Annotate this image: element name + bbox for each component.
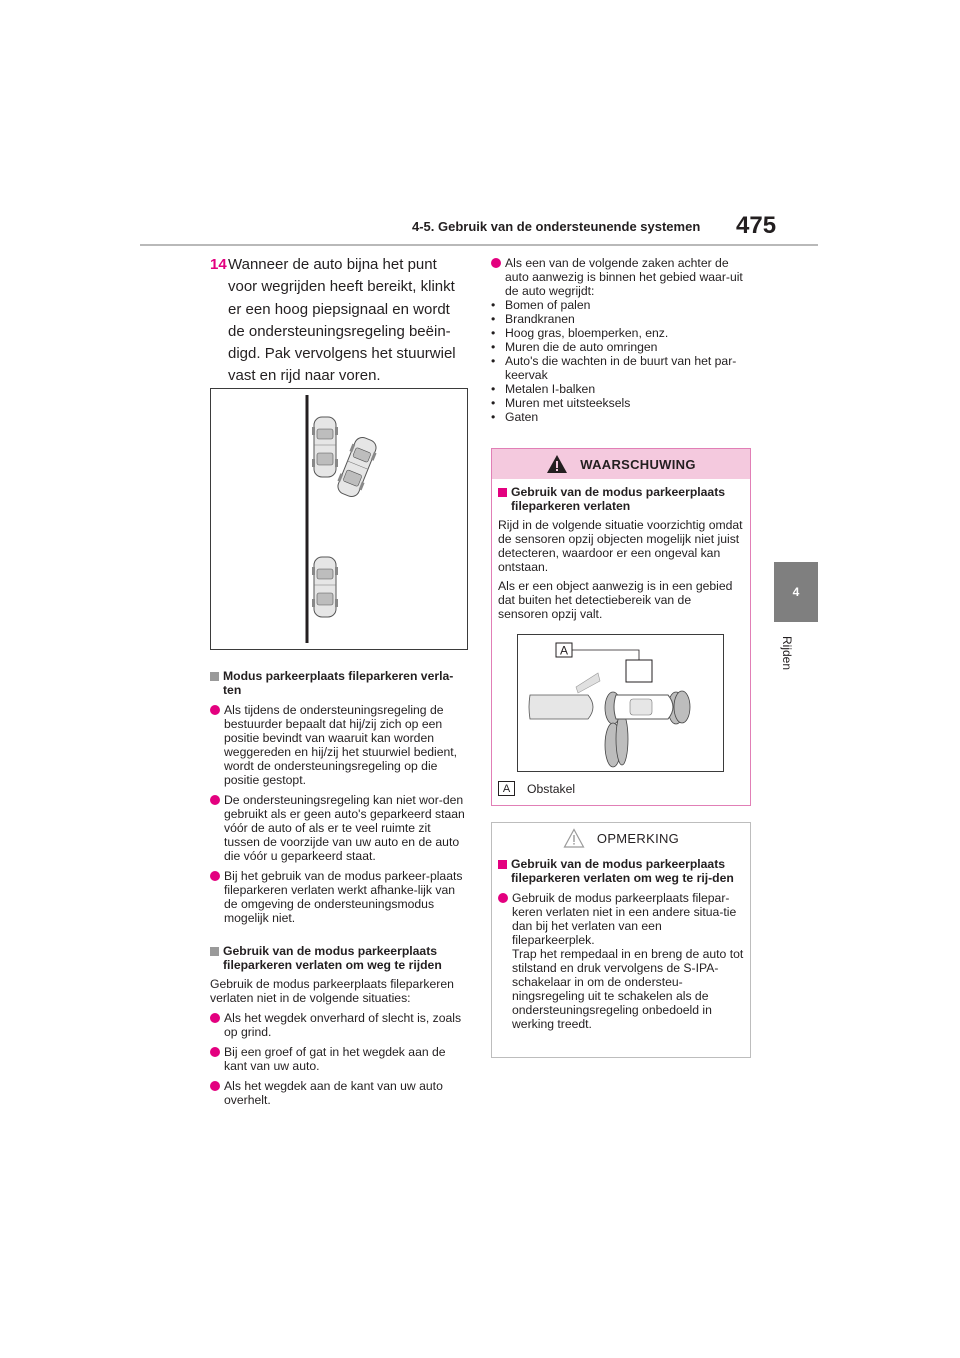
note-header xyxy=(492,823,750,853)
list-item: De ondersteuningsregeling kan niet wor-den gebruikt als er geen auto's geparkeerd staan vóór de auto of als er te veel ruimte zit tussen de voorzijde van uw auto en de auto die vóór u geparkeerd staat. xyxy=(210,793,468,863)
chapter-number: 4 xyxy=(792,585,800,599)
step-14 xyxy=(210,254,468,388)
section-heading: Gebruik van de modus parkeerplaats fileparkeren verlaten om weg te rijden xyxy=(223,944,442,972)
list-item: Bij een groef of gat in het wegdek aan de kant van uw auto. xyxy=(210,1045,468,1073)
list-item: • Metalen I-balken xyxy=(491,382,596,396)
list-item: Als een van de volgende zaken achter de auto aanwezig is binnen het gebied waar-uit de auto wegrijdt: xyxy=(491,256,751,298)
bullet-icon xyxy=(210,705,220,715)
legend-text: Obstakel xyxy=(527,781,576,796)
sensor-range-left-2 xyxy=(616,713,628,765)
chapter-label: Rijden xyxy=(780,636,794,671)
heading-marker-icon xyxy=(498,860,507,869)
heading-marker-icon xyxy=(210,947,219,956)
section-title: 4-5. Gebruik van de ondersteunende systemen xyxy=(412,219,701,234)
warning-paragraph: Als er een object aanwezig is in een gebied dat buiten het detectiebereik van de sensoren opzij valt. xyxy=(498,579,733,621)
obstacle-list xyxy=(491,298,751,424)
obstacle-conditions xyxy=(491,256,751,424)
sensor-diagram xyxy=(518,635,723,771)
caution-triangle-icon xyxy=(563,828,585,848)
note-box xyxy=(491,822,751,1058)
bullet-icon xyxy=(498,893,508,903)
note-heading: Gebruik van de modus parkeerplaats fileparkeren verlaten om weg te rij-den xyxy=(511,857,734,885)
list-item: • Auto's die wachten in de buurt van het par-keervak xyxy=(491,354,737,382)
bullet-icon xyxy=(210,1081,220,1091)
legend-row xyxy=(498,781,575,796)
list-item: • Hoog gras, bloemperken, enz. xyxy=(491,326,669,340)
warning-paragraph: Rijd in de volgende situatie voorzichtig omdat de sensoren opzij objecten mogelijk niet juist detecteren, waardoor er een ongeval kan ontstaan. xyxy=(498,518,743,574)
list-item: Als tijdens de ondersteuningsregeling de bestuurder bepaalt dat hij/zij zich op een positie bevindt van waaruit kan worden weggereden en hij/zij het stuurwiel bedient, wordt de ondersteuningsregeling op die positie gestopt. xyxy=(210,703,468,787)
bullet-icon xyxy=(210,795,220,805)
section-modus-verlaten xyxy=(210,669,468,925)
sensor-range-right xyxy=(674,691,690,723)
heading-marker-icon xyxy=(210,672,219,681)
section-intro: Gebruik de modus parkeerplaats fileparkeren verlaten niet in de volgende situaties: xyxy=(210,977,454,1005)
page-number: 475 xyxy=(736,212,777,239)
front-parked-car xyxy=(312,417,338,477)
own-car xyxy=(334,434,381,499)
list-item: • Brandkranen xyxy=(491,312,575,326)
list-item: • Gaten xyxy=(491,410,539,424)
step-text: Wanneer de auto bijna het punt voor wegrijden heeft bereikt, klinkt er een hoog piepsignaal en wordt de ondersteuningsregeling beëin-digd. Pak vervolgens het stuurwiel vast en rijd naar voren. xyxy=(228,256,456,385)
parked-car-rear xyxy=(529,695,593,719)
list-item: • Bomen of palen xyxy=(491,298,591,312)
bullet-icon xyxy=(210,1013,220,1023)
bullet-icon xyxy=(491,258,501,268)
bullet-icon xyxy=(210,871,220,881)
warning-title: WAARSCHUWING xyxy=(580,456,696,472)
header-divider xyxy=(140,244,818,246)
list-item: • Muren met uitsteeksels xyxy=(491,396,631,410)
list-item: • Muren die de auto omringen xyxy=(491,340,658,354)
warning-header xyxy=(492,449,750,479)
label-a-text: A xyxy=(559,643,569,658)
parking-exit-illustration xyxy=(210,388,468,650)
list-item: Als het wegdek aan de kant van uw auto overhelt. xyxy=(210,1079,468,1107)
bullet-icon xyxy=(210,1047,220,1057)
list-item: Bij het gebruik van de modus parkeer-plaats fileparkeren verlaten werkt afhanke-lijk van de omgeving de ondersteuningsmodus mogelijk niet. xyxy=(210,869,468,925)
chapter-tab xyxy=(774,562,818,622)
list-item: Gebruik de modus parkeerplaats filepar-keren verlaten niet in een andere situa-tie dan bij het verlaten van een fileparkeerplek. Trap het rempedaal in en breng de auto tot stilstand en druk vervolgens de S-IPA-schakelaar in om de ondersteu-ningsregeling uit te schakelen als de ondersteuningsregeling onbedoeld in werking treedt. xyxy=(498,891,744,1031)
warning-triangle-icon xyxy=(546,454,568,474)
obstacle-box xyxy=(626,660,652,682)
warning-heading: Gebruik van de modus parkeerplaats fileparkeren verlaten xyxy=(511,485,726,513)
warning-box xyxy=(491,448,751,806)
section-heading: Modus parkeerplaats fileparkeren verla-ten xyxy=(223,669,454,697)
direction-arrow-icon xyxy=(576,673,600,693)
list-item: Als het wegdek onverhard of slecht is, zoals op grind. xyxy=(210,1011,468,1039)
rear-parked-car xyxy=(312,557,338,617)
legend-label-a: A xyxy=(498,781,515,796)
heading-marker-icon xyxy=(498,488,507,497)
parking-diagram xyxy=(211,389,467,649)
note-title: OPMERKING xyxy=(596,830,680,846)
section-wegrijden xyxy=(210,944,468,1107)
step-number: 14 xyxy=(210,256,227,273)
sensor-range-illustration xyxy=(517,634,724,772)
